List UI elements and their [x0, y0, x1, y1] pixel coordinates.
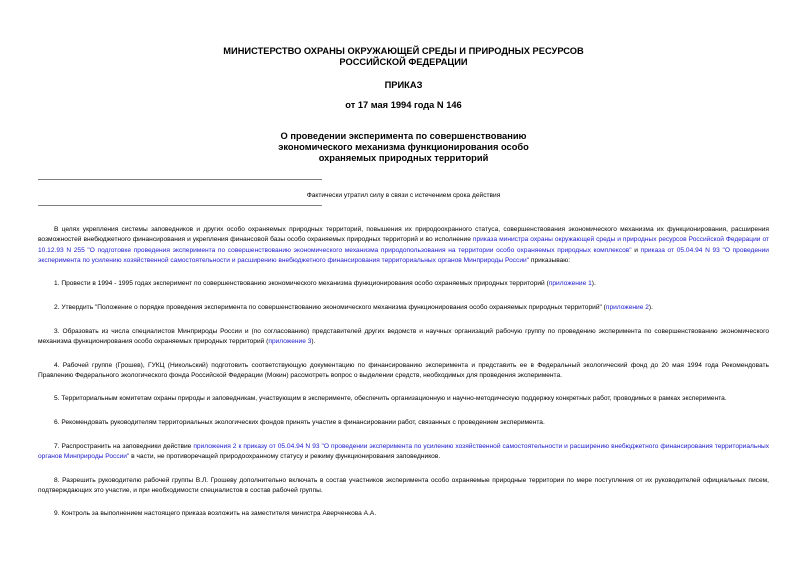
item-2 [38, 303, 769, 313]
item-6: 6. Рекомендовать руководителям территориальных экологических фондов принять участие в финансировании работ, связанных с проведением эксперимента. [54, 419, 545, 427]
order-93-link[interactable]: приказа от 05.04.94 N 93 "О проведении эксперимента по усилению хозяйственной самостоятельности и расширению внебюджетного финансирования территориальных органов Минприроды России" [38, 246, 769, 264]
item-3 [38, 327, 769, 348]
item-7 [38, 442, 769, 463]
order-255-link[interactable]: приказа министра охраны окружающей среды и природных ресурсов Российской Федерации от 10.12.93 N 255 "О подготовке проведения эксперимента по совершенствованию экономического механизма природопользования на территории особо охраняемых природных комплексов" [38, 236, 769, 254]
item-2-end: ). [648, 304, 653, 312]
document-type: ПРИКАЗ [384, 80, 423, 90]
item-3-end: ). [311, 337, 316, 345]
subject-line-1: О проведении эксперимента по совершенствованию [280, 131, 527, 141]
item-5: 5. Территориальным комитетам охраны природы и заповедникам, участвующим в эксперименте, обеспечить организационную и научно-методическую поддержку конкретных работ, проводимых в рамках эксперимента. [54, 395, 727, 403]
ministry-title [0, 46, 807, 68]
item-9: 9. Контроль за выполнением настоящего приказа возложить на заместителя министра Аверченкова А.А. [54, 510, 377, 518]
item-1 [38, 279, 769, 289]
document-date-number: от 17 мая 1994 года N 146 [345, 100, 462, 110]
appendix-3-link[interactable]: приложение 3 [268, 337, 312, 345]
divider-bottom [38, 205, 322, 206]
preamble-text-2: и [631, 246, 641, 254]
order-93-appendix-2-link[interactable]: приложения 2 к приказу от 05.04.94 N 93 "О проведении эксперимента по усилению хозяйственной самостоятельности и расширению внебюджетного финансирования территориальных органов Минприроды России" [38, 442, 769, 460]
divider-top [38, 179, 322, 180]
preamble-paragraph [38, 225, 769, 266]
subject-line-3: охраняемых природных территорий [318, 153, 489, 163]
subject-line-2: экономического механизма функционирования особо [278, 142, 529, 152]
item-1-text: 1. Провести в 1994 - 1995 годах эксперимент по совершенствованию экономического механизма функционирования особо охраняемых природных территорий ( [54, 280, 549, 288]
ministry-line-1: МИНИСТЕРСТВО ОХРАНЫ ОКРУЖАЮЩЕЙ СРЕДЫ И ПРИРОДНЫХ РЕСУРСОВ [223, 46, 584, 56]
item-7-text: 7. Распространить на заповедники действие [54, 442, 194, 450]
item-4: 4. Рабочей группе (Грошев), ГУКЦ (Никольский) подготовить соответствующую документацию по финансированию эксперимента и представить ее в Федеральный экологический фонд до 20 мая 1994 года Рекомендовать Правлению Федерального экологического фонда Российской Федерации (Мокин) рассмотреть вопрос о выделении средств, необходимых для проведения эксперимента. [38, 361, 769, 379]
item-2-text: 2. Утвердить "Положение о порядке проведения эксперимента по совершенствованию экономического механизма функционирования особо охраняемых природных территорий" ( [54, 304, 606, 312]
ministry-line-2: РОССИЙСКОЙ ФЕДЕРАЦИИ [339, 57, 468, 67]
item-3-text: 3. Образовать из числа специалистов Минприроды России и (по согласованию) представителей других ведомств и научных организаций рабочую группу по проведению эксперимента по совершенствованию экономического механизма функционирования особо охраняемых природных территорий ( [38, 327, 769, 345]
document-body [38, 225, 769, 533]
item-7-end: в части, не противоречащей природоохранному статусу и режиму функционирования заповедников. [129, 452, 441, 460]
preamble-text-3: приказываю: [529, 256, 571, 264]
preamble-text-1: В целях укрепления системы заповедников и других особо охраняемых природных территорий, повышения их природоохранного статуса, совершенствования экономического механизма их функционирования, расширения возможностей внебюджетного финансирования и укрепления финансовой базы особо охраняемых природных территорий и во исполнение [38, 226, 769, 244]
appendix-1-link[interactable]: приложение 1 [548, 280, 592, 288]
appendix-2-link[interactable]: приложение 2 [605, 304, 649, 312]
document-subject [0, 131, 807, 164]
item-8: 8. Разрешить руководителю рабочей группы В.Л. Грошеву дополнительно включать в состав участников эксперимента особо охраняемые природные территории по мере поступления от их руководителей официальных писем, подтверждающих это участие, и при необходимости специалистов в состав рабочей группы. [38, 476, 769, 494]
status-note: Фактически утратил силу в связи с истечением срока действия [306, 192, 501, 199]
item-1-end: ). [591, 280, 596, 288]
